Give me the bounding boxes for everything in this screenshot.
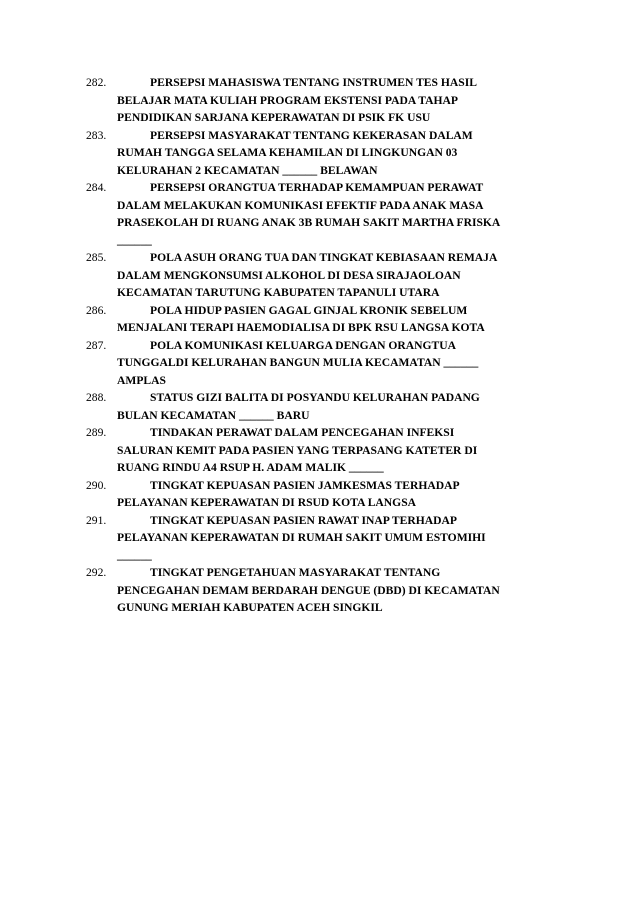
item-title-line: BELAJAR MATA KULIAH PROGRAM EKSTENSI PADA TAHAP [117,93,458,107]
item-title-line: AMPLAS [117,373,166,387]
item-title-line: GUNUNG MERIAH KABUPATEN ACEH SINGKIL [117,601,383,614]
list-item [86,74,556,127]
item-title-line: PENDIDIKAN SARJANA KEPERAWATAN DI PSIK FK USU [117,111,431,124]
item-number: 285. [86,251,107,264]
list-item [86,249,556,302]
item-title-line: DALAM MELAKUKAN KOMUNIKASI EFEKTIF PADA ANAK MASA [117,198,484,212]
list-item [86,564,556,617]
item-title-line: TUNGGALDI KELURAHAN BANGUN MULIA KECAMATAN ______ [117,356,479,369]
item-title-line: POLA KOMUNIKASI KELUARGA DENGAN ORANGTUA [150,338,456,352]
item-title-line: POLA ASUH ORANG TUA DAN TINGKAT KEBIASAAN REMAJA [150,251,498,264]
item-title-line: ______ [117,233,152,247]
item-number: 287. [86,338,107,352]
item-title-line: PENCEGAHAN DEMAM BERDARAH DENGUE (DBD) DI KECAMATAN [117,583,500,597]
thesis-title-list [86,74,556,617]
list-item [86,477,556,512]
item-title-line: PELAYANAN KEPERAWATAN DI RSUD KOTA LANGSA [117,496,417,509]
item-number: 288. [86,391,107,404]
list-item [86,302,556,337]
item-number: 290. [86,478,107,492]
item-title-line: POLA HIDUP PASIEN GAGAL GINJAL KRONIK SEBELUM [150,303,468,317]
item-title-line: RUANG RINDU A4 RSUP H. ADAM MALIK ______ [117,461,384,474]
list-item [86,424,556,477]
item-number: 291. [86,513,107,527]
item-title-line: DALAM MENGKONSUMSI ALKOHOL DI DESA SIRAJAOLOAN [117,268,461,282]
item-title-line: ______ [117,548,152,562]
item-title-line: PRASEKOLAH DI RUANG ANAK 3B RUMAH SAKIT MARTHA FRISKA [117,216,501,229]
item-title-line: PELAYANAN KEPERAWATAN DI RUMAH SAKIT UMUM ESTOMIHI [117,531,486,544]
item-title-line: PERSEPSI MAHASISWA TENTANG INSTRUMEN TES HASIL [150,76,477,89]
item-title-line: STATUS GIZI BALITA DI POSYANDU KELURAHAN PADANG [150,391,480,404]
item-title-line: MENJALANI TERAPI HAEMODIALISA DI BPK RSU LANGSA KOTA [117,321,485,334]
item-title-line: RUMAH TANGGA SELAMA KEHAMILAN DI LINGKUNGAN 03 [117,146,458,159]
item-title-line: TINGKAT KEPUASAN PASIEN JAMKESMAS TERHADAP [150,478,460,492]
list-item [86,512,556,565]
item-title-line: KECAMATAN TARUTUNG KABUPATEN TAPANULI UTARA [117,286,440,299]
list-item [86,337,556,390]
item-title-line: TINGKAT KEPUASAN PASIEN RAWAT INAP TERHADAP [150,513,457,527]
item-number: 282. [86,76,107,89]
list-item [86,389,556,424]
item-title-line: KELURAHAN 2 KECAMATAN ______ BELAWAN [117,163,378,177]
item-number: 289. [86,426,107,439]
item-title-line: TINGKAT PENGETAHUAN MASYARAKAT TENTANG [150,566,441,579]
item-number: 283. [86,128,107,142]
list-item [86,127,556,180]
list-item [86,179,556,249]
item-number: 284. [86,181,107,194]
item-title-line: SALURAN KEMIT PADA PASIEN YANG TERPASANG KATETER DI [117,443,478,457]
item-title-line: BULAN KECAMATAN ______ BARU [117,408,310,422]
item-title-line: TINDAKAN PERAWAT DALAM PENCEGAHAN INFEKSI [150,426,455,439]
item-number: 286. [86,303,107,317]
item-title-line: PERSEPSI ORANGTUA TERHADAP KEMAMPUAN PERAWAT [150,181,484,194]
item-title-line: PERSEPSI MASYARAKAT TENTANG KEKERASAN DALAM [150,128,473,142]
item-number: 292. [86,566,107,579]
